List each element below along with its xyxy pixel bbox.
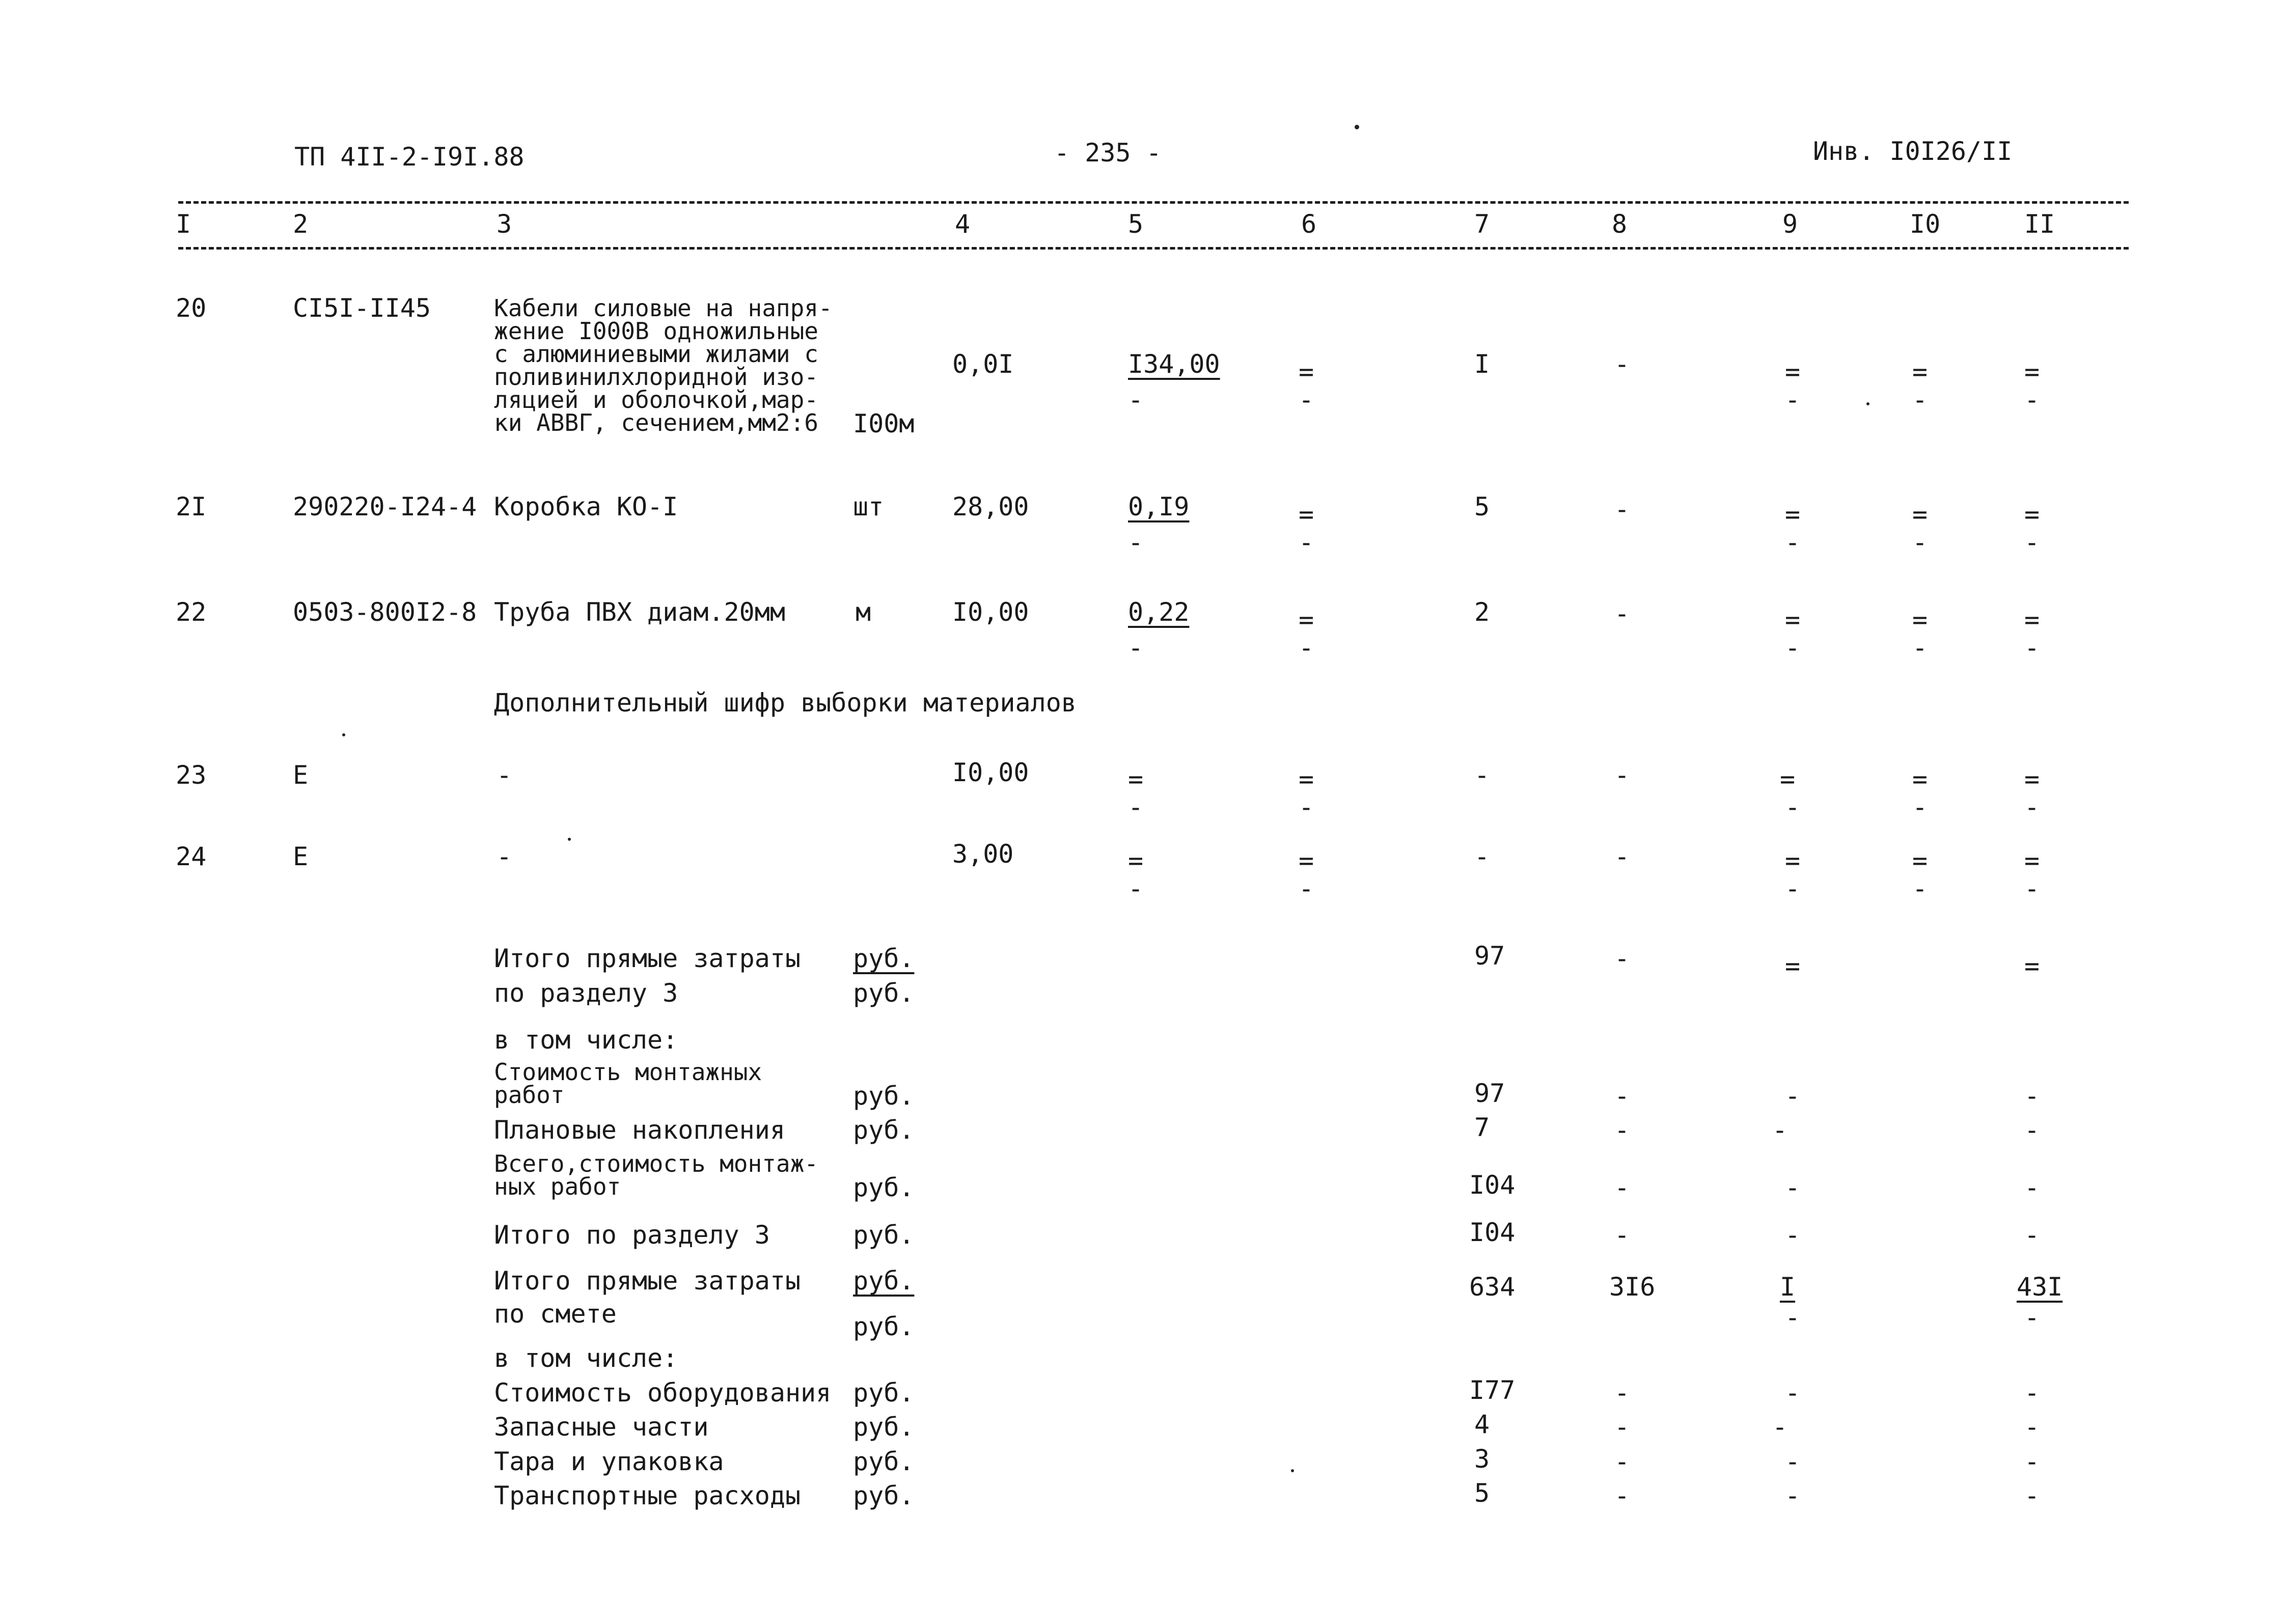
column-header-7: 7 (1474, 209, 1490, 239)
row-col5-lower: - (1128, 528, 1144, 557)
equipment-cost-col11: - (2024, 1378, 2040, 1408)
total-install-col8: - (1614, 1173, 1630, 1202)
row-name-line: Кабели силовые на напря- (494, 294, 833, 322)
row-col11-lower: - (2024, 633, 2040, 663)
row-col8: - (1614, 349, 1630, 379)
row-code: CI5I-II45 (293, 293, 431, 323)
row-price: 0,I9 (1128, 492, 1190, 521)
row-col9-lower: - (1785, 792, 1801, 822)
scan-speck (342, 733, 345, 736)
estimate-direct-unit-2: руб. (853, 1312, 915, 1341)
row-code: Е (293, 760, 309, 790)
document-code: ТП 4II-2-I9I.88 (294, 142, 525, 172)
section-total-col8: - (1614, 1220, 1630, 1250)
row-col6-lower: - (1299, 792, 1314, 822)
row-col9-lower: - (1785, 528, 1801, 557)
estimate-direct-col8: 3I6 (1609, 1272, 1656, 1302)
total-install-label-2: ных работ (494, 1173, 621, 1200)
install-cost-unit: руб. (853, 1081, 915, 1111)
row-col11: = (2024, 846, 2040, 875)
direct-costs-col8: - (1614, 944, 1630, 973)
planned-savings-label: Плановые накопления (494, 1115, 785, 1145)
row-name: - (497, 760, 512, 790)
spare-parts-label: Запасные части (494, 1412, 709, 1442)
total-install-unit: руб. (853, 1173, 915, 1202)
row-col10: = (1912, 357, 1928, 387)
column-header-8: 8 (1612, 209, 1628, 239)
total-install-col7: I04 (1469, 1170, 1516, 1200)
row-unit: м (856, 597, 871, 627)
row-col9: = (1785, 500, 1801, 529)
row-col7: - (1474, 842, 1490, 871)
column-header-2: 2 (293, 209, 309, 239)
estimate-direct-col9-lower: - (1785, 1303, 1801, 1332)
direct-costs-label-2: по разделу 3 (494, 978, 678, 1008)
row-number: 23 (176, 760, 207, 790)
including-label: в том числе: (494, 1025, 678, 1055)
row-col11-lower: - (2024, 792, 2040, 822)
spare-parts-col8: - (1614, 1412, 1630, 1442)
scan-speck (1355, 125, 1359, 129)
row-col11-lower: - (2024, 385, 2040, 415)
row-col11: = (2024, 764, 2040, 794)
spare-parts-col11: - (2024, 1412, 2040, 1442)
spare-parts-unit: руб. (853, 1412, 915, 1442)
row-col6: = (1299, 846, 1314, 875)
scan-speck (568, 838, 571, 841)
direct-costs-col9: = (1785, 951, 1801, 981)
transport-label: Транспортные расходы (494, 1481, 801, 1510)
row-number: 24 (176, 842, 207, 871)
page-number: - 235 - (1054, 138, 1162, 168)
row-name-line: с алюминиевыми жилами с (494, 340, 818, 368)
row-col10-lower: - (1912, 528, 1928, 557)
spare-parts-col9: - (1772, 1412, 1788, 1442)
column-header-1: I (176, 209, 191, 239)
row-number: 22 (176, 597, 207, 627)
section-total-label: Итого по разделу 3 (494, 1220, 770, 1250)
direct-costs-unit: руб. (853, 944, 915, 973)
row-name-line: ки АВВГ, сечением,мм2:6 (494, 409, 818, 436)
row-col6-lower: - (1299, 385, 1314, 415)
packaging-col7: 3 (1474, 1444, 1490, 1474)
column-header-11: II (2024, 209, 2055, 239)
column-header-5: 5 (1128, 209, 1144, 239)
planned-savings-col8: - (1614, 1115, 1630, 1145)
row-col11-lower: - (2024, 874, 2040, 903)
row-col5: = (1128, 846, 1144, 875)
header-rule-top (178, 201, 2129, 204)
row-col8: - (1614, 599, 1630, 628)
row-number: 2I (176, 492, 207, 521)
row-col10-lower: - (1912, 874, 1928, 903)
scan-speck (1866, 402, 1869, 405)
row-name: Коробка КО-I (494, 492, 678, 521)
row-col11: = (2024, 605, 2040, 635)
estimate-direct-col11: 43I (2017, 1272, 2063, 1302)
column-header-6: 6 (1301, 209, 1317, 239)
estimate-direct-col7: 634 (1469, 1272, 1516, 1302)
estimate-direct-unit: руб. (853, 1266, 915, 1296)
equipment-cost-col7: I77 (1469, 1375, 1516, 1405)
row-code: 290220-I24-4 (293, 492, 477, 521)
row-col5-lower: - (1128, 792, 1144, 822)
packaging-col11: - (2024, 1447, 2040, 1476)
transport-unit: руб. (853, 1481, 915, 1510)
estimate-direct-label-2: по смете (494, 1299, 617, 1329)
install-cost-col7: 97 (1474, 1079, 1505, 1108)
row-number: 20 (176, 293, 207, 323)
row-col8: - (1614, 494, 1630, 524)
row-quantity: I0,00 (952, 597, 1029, 627)
including-label-2: в том числе: (494, 1343, 678, 1373)
transport-col7: 5 (1474, 1478, 1490, 1508)
row-col6-lower: - (1299, 633, 1314, 663)
row-col10-lower: - (1912, 633, 1928, 663)
planned-savings-col9: - (1772, 1115, 1788, 1145)
row-col6: = (1299, 357, 1314, 387)
equipment-cost-unit: руб. (853, 1378, 915, 1408)
row-quantity: 0,0I (952, 349, 1014, 379)
row-col9: = (1785, 357, 1801, 387)
row-col5: = (1128, 764, 1144, 794)
section-total-col9: - (1785, 1220, 1801, 1250)
transport-col11: - (2024, 1481, 2040, 1510)
row-col9-lower: - (1785, 874, 1801, 903)
estimate-direct-col9: I (1780, 1272, 1796, 1302)
equipment-cost-col8: - (1614, 1378, 1630, 1408)
row-col7: 5 (1474, 492, 1490, 521)
section-total-col7: I04 (1469, 1218, 1516, 1247)
row-col10: = (1912, 764, 1928, 794)
row-col11: = (2024, 500, 2040, 529)
estimate-direct-label: Итого прямые затраты (494, 1266, 801, 1296)
direct-costs-col7: 97 (1474, 941, 1505, 971)
equipment-cost-label: Стоимость оборудования (494, 1378, 832, 1408)
row-unit: шт (853, 492, 884, 521)
row-col9-lower: - (1785, 633, 1801, 663)
row-col11-lower: - (2024, 528, 2040, 557)
row-col6: = (1299, 500, 1314, 529)
direct-costs-col11: = (2024, 951, 2040, 981)
row-col7: - (1474, 760, 1490, 790)
row-col10-lower: - (1912, 792, 1928, 822)
transport-col8: - (1614, 1481, 1630, 1510)
inventory-number: Инв. I0I26/II (1813, 136, 2013, 166)
total-install-col11: - (2024, 1173, 2040, 1202)
packaging-unit: руб. (853, 1447, 915, 1476)
column-header-3: 3 (497, 209, 512, 239)
estimate-direct-col11-lower: - (2024, 1303, 2040, 1332)
row-name: Труба ПВХ диам.20мм (494, 597, 785, 627)
row-col8: - (1614, 760, 1630, 790)
row-col9: = (1785, 846, 1801, 875)
row-col9: = (1780, 764, 1796, 794)
row-quantity: I0,00 (952, 758, 1029, 787)
row-name: - (497, 842, 512, 871)
row-col8: - (1614, 842, 1630, 871)
row-col6-lower: - (1299, 528, 1314, 557)
scan-speck (1291, 1469, 1294, 1472)
total-install-col9: - (1785, 1173, 1801, 1202)
row-col10: = (1912, 846, 1928, 875)
planned-savings-unit: руб. (853, 1115, 915, 1145)
row-col6-lower: - (1299, 874, 1314, 903)
section-total-unit: руб. (853, 1220, 915, 1250)
column-header-9: 9 (1782, 209, 1798, 239)
extra-materials-heading: Дополнительный шифр выборки материалов (494, 688, 1077, 718)
equipment-cost-col9: - (1785, 1378, 1801, 1408)
row-name-line: жение I000В одножильные (494, 317, 818, 345)
row-col6: = (1299, 764, 1314, 794)
planned-savings-col11: - (2024, 1115, 2040, 1145)
row-code: Е (293, 842, 309, 871)
row-col7: I (1474, 349, 1490, 379)
row-col5-lower: - (1128, 633, 1144, 663)
install-cost-col9: - (1785, 1081, 1801, 1111)
header-rule-bottom (178, 247, 2129, 250)
row-price: I34,00 (1128, 349, 1220, 379)
row-unit: I00м (853, 409, 915, 438)
row-col10: = (1912, 605, 1928, 635)
row-name-line: ляцией и оболочкой,мар- (494, 386, 818, 414)
row-col9-lower: - (1785, 385, 1801, 415)
transport-col9: - (1785, 1481, 1801, 1510)
spare-parts-col7: 4 (1474, 1410, 1490, 1439)
direct-costs-unit-2: руб. (853, 978, 915, 1008)
row-name-line: поливинилхлоридной изо- (494, 363, 818, 391)
row-price: 0,22 (1128, 597, 1190, 627)
row-quantity: 3,00 (952, 839, 1014, 869)
install-cost-label-2: работ (494, 1081, 565, 1109)
install-cost-col11: - (2024, 1081, 2040, 1111)
packaging-label: Тара и упаковка (494, 1447, 724, 1476)
row-col10-lower: - (1912, 385, 1928, 415)
packaging-col8: - (1614, 1447, 1630, 1476)
row-col7: 2 (1474, 597, 1490, 627)
row-col10: = (1912, 500, 1928, 529)
planned-savings-col7: 7 (1474, 1113, 1490, 1142)
packaging-col9: - (1785, 1447, 1801, 1476)
install-cost-col8: - (1614, 1081, 1630, 1111)
install-cost-label: Стоимость монтажных (494, 1058, 762, 1086)
column-header-4: 4 (955, 209, 971, 239)
section-total-col11: - (2024, 1220, 2040, 1250)
row-col6: = (1299, 605, 1314, 635)
total-install-label: Всего,стоимость монтаж- (494, 1150, 818, 1177)
column-header-10: I0 (1910, 209, 1941, 239)
row-col5-lower: - (1128, 874, 1144, 903)
row-quantity: 28,00 (952, 492, 1029, 521)
row-code: 0503-800I2-8 (293, 597, 477, 627)
row-col9: = (1785, 605, 1801, 635)
row-col11: = (2024, 357, 2040, 387)
row-col5-lower: - (1128, 385, 1144, 415)
direct-costs-label: Итого прямые затраты (494, 944, 801, 973)
